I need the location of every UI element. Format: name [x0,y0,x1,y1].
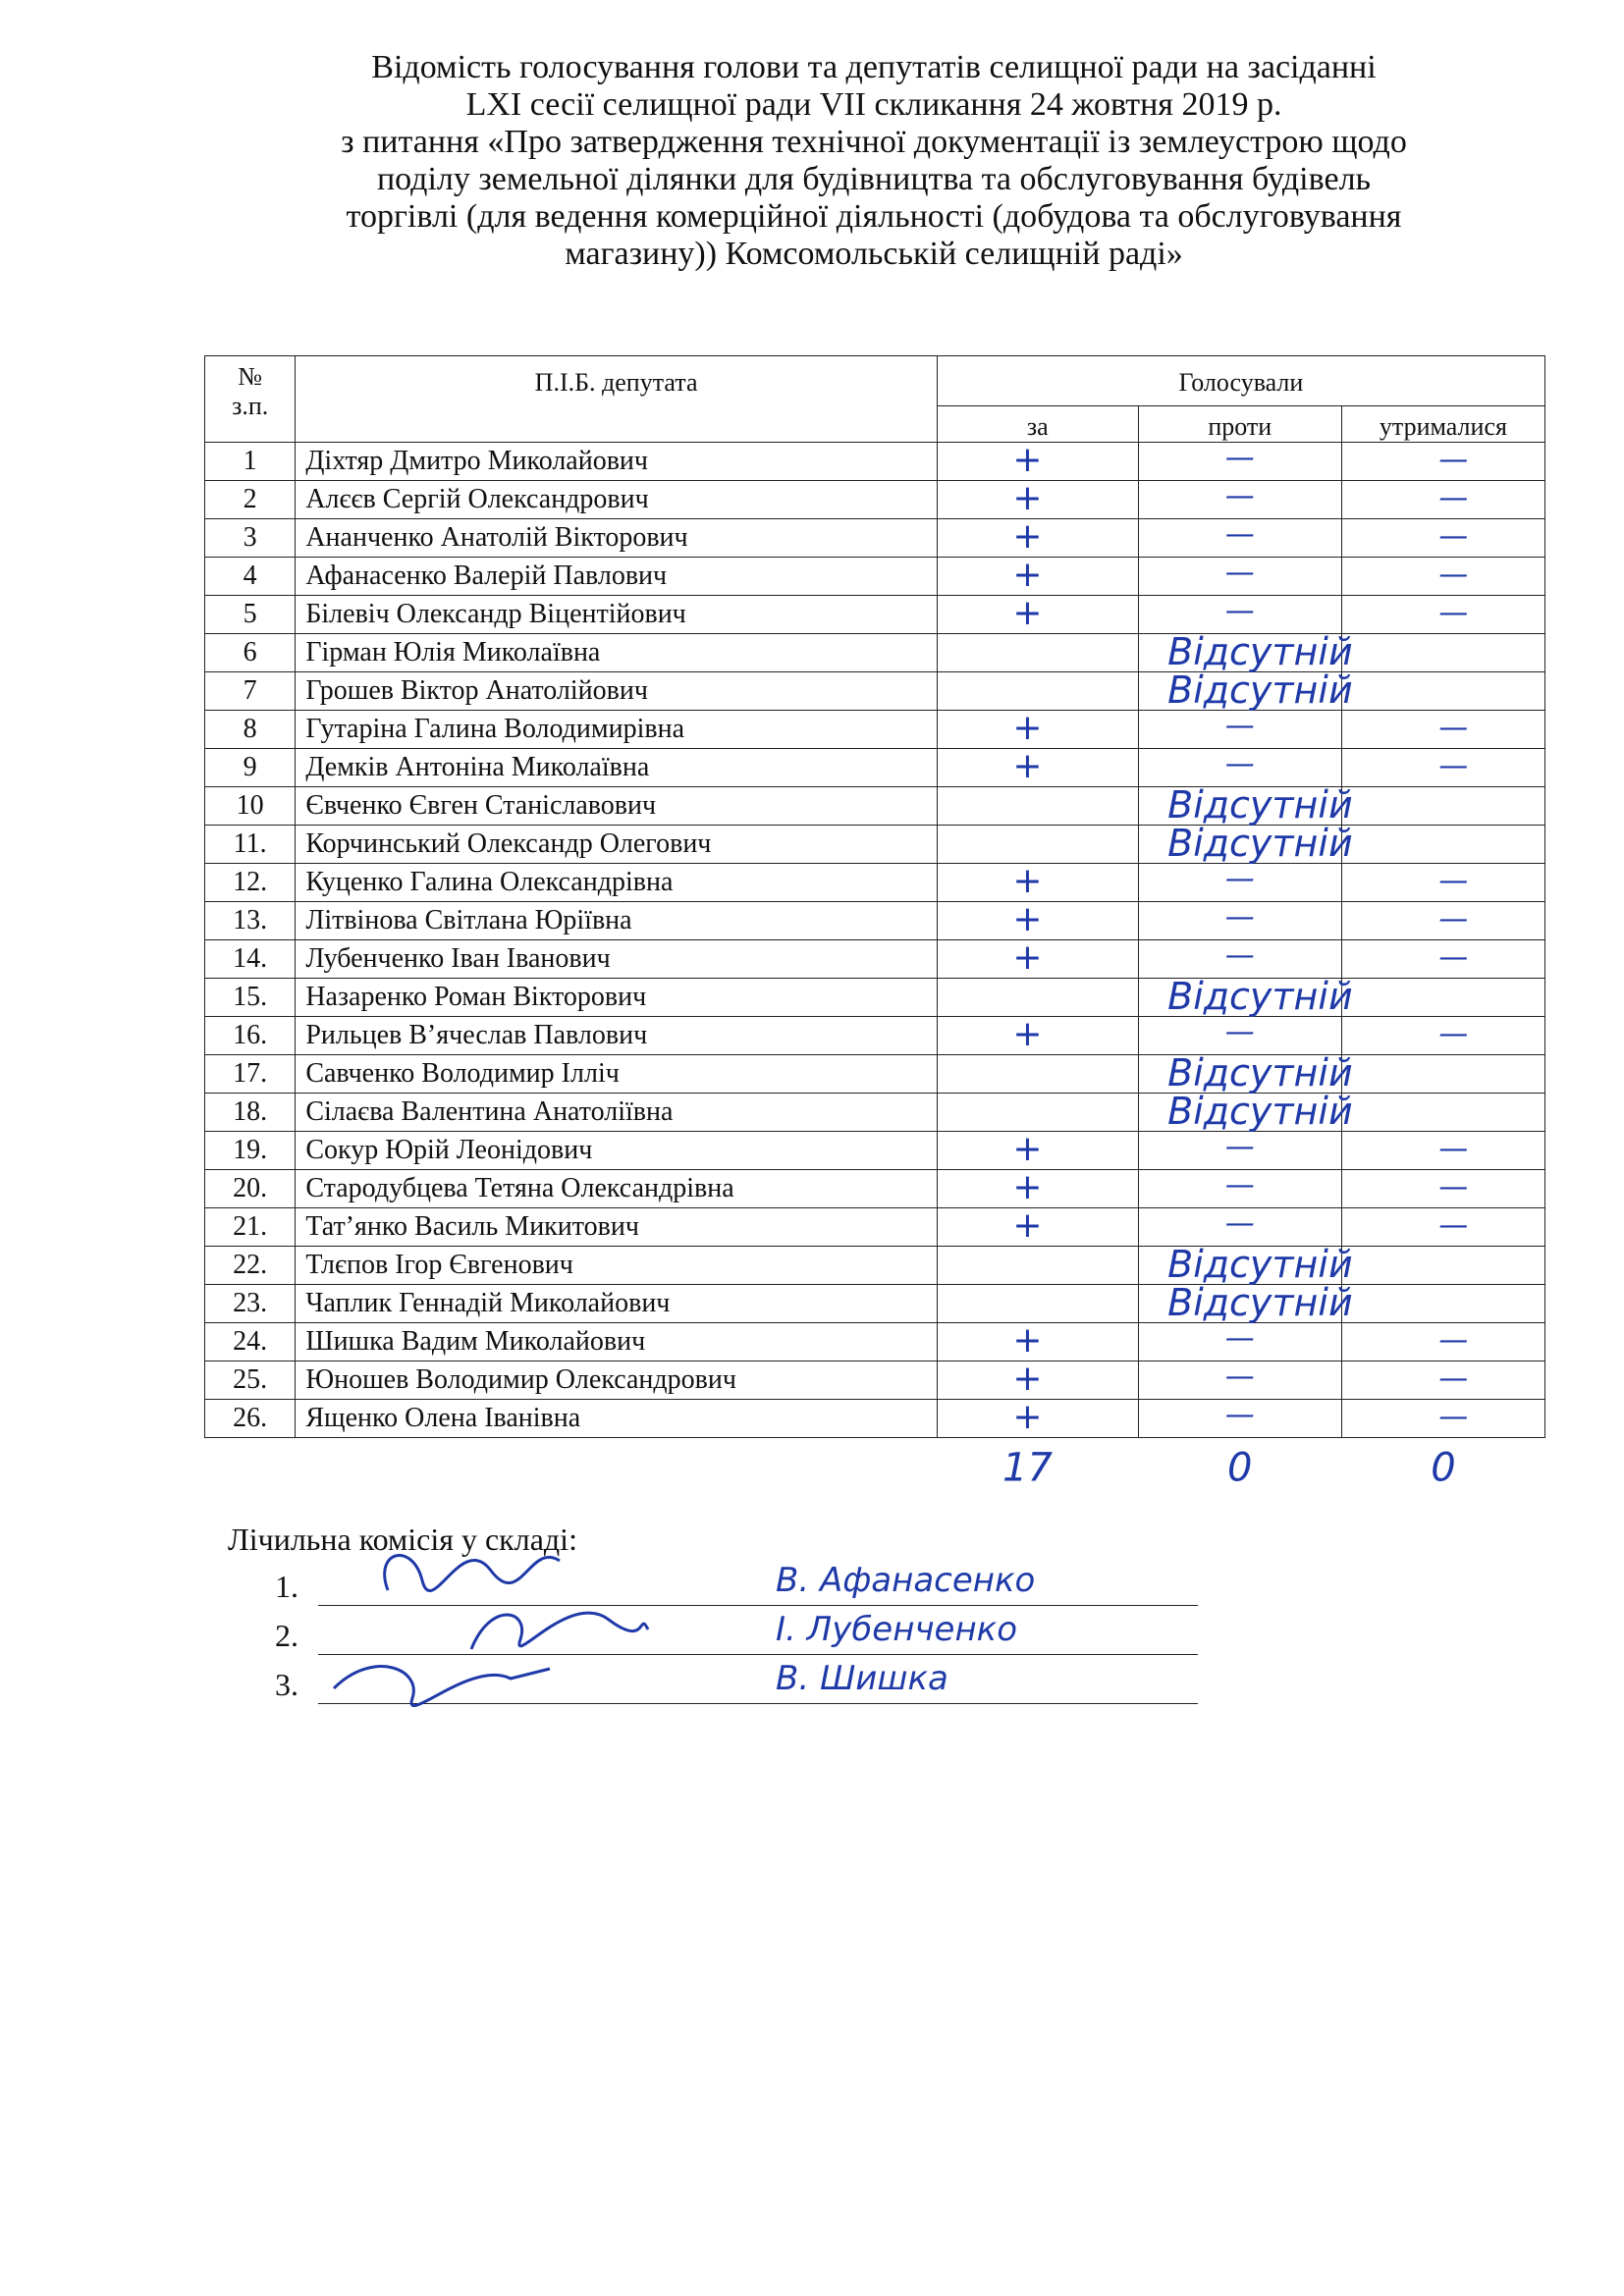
vote-za-cell [937,1055,1138,1094]
vote-utrymalysia-cell [1341,711,1544,749]
vote-za-cell [937,1170,1138,1208]
header-number-sign: № [238,362,263,391]
vote-za-cell [937,979,1138,1017]
deputy-name: Лубенченко Іван Іванович [296,940,938,979]
deputy-name: Тлєпов Ігор Євгенович [296,1247,938,1285]
vote-proty-cell [1138,519,1341,558]
total-utrymalysia: 0 [1431,1445,1456,1491]
vote-utrymalysia-cell [1341,1362,1544,1400]
row-number: 15. [205,979,296,1017]
row-number: 24. [205,1323,296,1362]
row-number: 7 [205,672,296,711]
deputy-name: Афанасенко Валерій Павлович [296,558,938,596]
absent-note: Відсутній [1167,1051,1353,1095]
deputy-name: Сокур Юрій Леонідович [296,1132,938,1170]
vote-proty-cell [1138,596,1341,634]
vote-za-cell [937,787,1138,826]
plus-mark: + [1012,861,1043,901]
table-row [205,1323,1545,1362]
dash-mark: — [1438,1170,1469,1204]
table-row [205,940,1545,979]
vote-za-cell [937,864,1138,902]
row-number: 14. [205,940,296,979]
commission-label: Лічильна комісія у складі: [228,1522,577,1557]
vote-utrymalysia-cell [1341,1170,1544,1208]
vote-utrymalysia-cell [1341,1400,1544,1438]
title-line: магазину)) Комсомольській селищній раді» [565,236,1183,272]
vote-utrymalysia-cell [1341,672,1544,711]
dash-mark: — [1438,1017,1469,1051]
vote-utrymalysia-cell [1341,787,1544,826]
title-line: торгівлі (для ведення комерційної діяльності (добудова та обслуговування [346,198,1402,235]
dash-mark: — [1224,517,1255,552]
vote-utrymalysia-cell [1341,1208,1544,1247]
absent-note: Відсутній [1167,1243,1353,1286]
vote-utrymalysia-cell [1341,481,1544,519]
commission-member-name: В. Шишка [776,1659,948,1698]
table-row [205,1208,1545,1247]
plus-mark: + [1012,1397,1043,1437]
plus-mark: + [1012,708,1043,748]
dash-mark: — [1438,902,1469,936]
vote-utrymalysia-cell [1341,902,1544,940]
vote-za-cell [937,596,1138,634]
table-row [205,979,1545,1017]
voting-table [204,355,1545,1438]
absent-note: Відсутній [1167,668,1353,712]
table-row [205,558,1545,596]
plus-mark: + [1012,555,1043,595]
vote-utrymalysia-cell [1341,749,1544,787]
deputy-name: Ананченко Анатолій Вікторович [296,519,938,558]
table-row [205,443,1545,481]
vote-za-cell [937,711,1138,749]
vote-proty-cell [1138,443,1341,481]
dash-mark: — [1438,481,1469,515]
row-number: 12. [205,864,296,902]
table-row [205,1132,1545,1170]
vote-za-cell [937,902,1138,940]
vote-za-cell [937,1094,1138,1132]
commission-member-name: В. Афанасенко [776,1561,1036,1600]
deputy-name: Євченко Євген Станіславович [296,787,938,826]
vote-za-cell [937,1208,1138,1247]
deputy-name: Гутаріна Галина Володимирівна [296,711,938,749]
title-line: поділу земельної ділянки для будівництва та обслуговування будівель [376,161,1372,197]
dash-mark: — [1224,1360,1255,1394]
vote-proty-cell [1138,902,1341,940]
header-utrymalysia: утрималися [1341,406,1544,443]
vote-utrymalysia-cell [1341,519,1544,558]
table-row [205,481,1545,519]
commission-number: 3. [275,1667,298,1702]
row-number: 10 [205,787,296,826]
vote-utrymalysia-cell [1341,443,1544,481]
row-number: 4 [205,558,296,596]
dash-mark: — [1224,747,1255,781]
vote-proty-cell [1138,1094,1341,1132]
dash-mark: — [1224,1398,1255,1432]
table-row [205,749,1545,787]
vote-za-cell [937,749,1138,787]
vote-utrymalysia-cell [1341,864,1544,902]
title-line: з питання «Про затвердження технічної документації із землеустрою щодо [341,124,1407,160]
deputy-name: Назаренко Роман Вікторович [296,979,938,1017]
table-row [205,634,1545,672]
commission-line-3 [275,1667,1198,1706]
deputy-name: Савченко Володимир Ілліч [296,1055,938,1094]
table-row [205,1170,1545,1208]
header-name: П.І.Б. депутата [296,356,938,443]
vote-proty-cell [1138,1323,1341,1362]
dash-mark: — [1224,709,1255,743]
plus-mark: + [1012,746,1043,786]
commission-number: 2. [275,1618,298,1653]
absent-note: Відсутній [1167,630,1353,673]
total-proty: 0 [1227,1445,1253,1491]
vote-utrymalysia-cell [1341,1247,1544,1285]
vote-za-cell [937,672,1138,711]
commission-line-1 [275,1569,1198,1608]
dash-mark: — [1438,558,1469,592]
deputy-name: Сілаєва Валентина Анатоліївна [296,1094,938,1132]
plus-mark: + [1012,1320,1043,1361]
dash-mark: — [1224,556,1255,590]
document-title [236,49,1512,273]
dash-mark: — [1438,519,1469,554]
commission-member-name: І. Лубенченко [776,1610,1018,1649]
vote-za-cell [937,1132,1138,1170]
vote-za-cell [937,634,1138,672]
row-number: 2 [205,481,296,519]
vote-proty-cell [1138,749,1341,787]
header-proty: проти [1138,406,1341,443]
dash-mark: — [1224,1321,1255,1356]
vote-proty-cell [1138,1247,1341,1285]
table-row [205,1362,1545,1400]
table-row [205,1055,1545,1094]
vote-utrymalysia-cell [1341,1285,1544,1323]
row-number: 21. [205,1208,296,1247]
row-number: 22. [205,1247,296,1285]
vote-utrymalysia-cell [1341,1132,1544,1170]
row-number: 20. [205,1170,296,1208]
vote-utrymalysia-cell [1341,1017,1544,1055]
vote-proty-cell [1138,864,1341,902]
dash-mark: — [1438,711,1469,745]
dash-mark: — [1438,749,1469,783]
row-number: 1 [205,443,296,481]
row-number: 13. [205,902,296,940]
table-row [205,864,1545,902]
row-number: 25. [205,1362,296,1400]
vote-utrymalysia-cell [1341,1055,1544,1094]
vote-proty-cell [1138,634,1341,672]
row-number: 6 [205,634,296,672]
deputy-name: Чаплик Геннадій Миколайович [296,1285,938,1323]
row-number: 9 [205,749,296,787]
commission-number: 1. [275,1569,298,1604]
deputy-name: Діхтяр Дмитро Миколайович [296,443,938,481]
vote-proty-cell [1138,787,1341,826]
vote-proty-cell [1138,1055,1341,1094]
table-row [205,519,1545,558]
vote-proty-cell [1138,1285,1341,1323]
row-number: 3 [205,519,296,558]
vote-za-cell [937,481,1138,519]
vote-proty-cell [1138,1170,1341,1208]
table-row [205,711,1545,749]
signature-line [318,1605,1198,1606]
dash-mark: — [1438,1400,1469,1434]
row-number: 26. [205,1400,296,1438]
row-number: 5 [205,596,296,634]
vote-proty-cell [1138,1132,1341,1170]
row-number: 16. [205,1017,296,1055]
dash-mark: — [1224,1015,1255,1049]
vote-za-cell [937,1400,1138,1438]
plus-mark: + [1012,1205,1043,1246]
header-number [205,356,296,443]
vote-za-cell [937,1017,1138,1055]
table-row [205,826,1545,864]
vote-proty-cell [1138,1362,1341,1400]
table-row [205,596,1545,634]
vote-utrymalysia-cell [1341,558,1544,596]
vote-utrymalysia-cell [1341,1323,1544,1362]
dash-mark: — [1224,441,1255,475]
vote-utrymalysia-cell [1341,1094,1544,1132]
vote-proty-cell [1138,940,1341,979]
dash-mark: — [1224,594,1255,628]
absent-note: Відсутній [1167,1090,1353,1133]
plus-mark: + [1012,1129,1043,1169]
dash-mark: — [1438,1323,1469,1358]
dash-mark: — [1438,596,1469,630]
plus-mark: + [1012,516,1043,557]
table-row [205,1400,1545,1438]
row-number: 17. [205,1055,296,1094]
dash-mark: — [1438,1208,1469,1243]
deputy-name: Білевіч Олександр Віцентійович [296,596,938,634]
dash-mark: — [1438,940,1469,975]
vote-utrymalysia-cell [1341,596,1544,634]
table-row [205,1247,1545,1285]
title-line: LXI сесії селищної ради VII скликання 24 жовтня 2019 р. [465,86,1282,123]
vote-proty-cell [1138,826,1341,864]
vote-proty-cell [1138,558,1341,596]
plus-mark: + [1012,899,1043,939]
row-number: 8 [205,711,296,749]
vote-utrymalysia-cell [1341,826,1544,864]
deputy-name: Рильцев В’ячеслав Павлович [296,1017,938,1055]
dash-mark: — [1224,862,1255,896]
plus-mark: + [1012,1167,1043,1207]
signature-line [318,1703,1198,1704]
deputy-name: Юношев Володимир Олександрович [296,1362,938,1400]
plus-mark: + [1012,1359,1043,1399]
table-row [205,1017,1545,1055]
vote-za-cell [937,940,1138,979]
row-number: 18. [205,1094,296,1132]
absent-note: Відсутній [1167,783,1353,827]
vote-za-cell [937,443,1138,481]
vote-za-cell [937,1247,1138,1285]
header-number-abbr: з.п. [232,392,269,420]
vote-za-cell [937,1362,1138,1400]
commission-line-2 [275,1618,1198,1657]
vote-proty-cell [1138,979,1341,1017]
vote-utrymalysia-cell [1341,634,1544,672]
deputy-name: Грошев Віктор Анатолійович [296,672,938,711]
vote-za-cell [937,1323,1138,1362]
dash-mark: — [1224,1130,1255,1164]
plus-mark: + [1012,593,1043,633]
row-number: 19. [205,1132,296,1170]
signature-line [318,1654,1198,1655]
deputy-name: Тат’янко Василь Микитович [296,1208,938,1247]
row-number: 11. [205,826,296,864]
vote-za-cell [937,1285,1138,1323]
header-za: за [937,406,1138,443]
dash-mark: — [1224,938,1255,973]
table-row [205,902,1545,940]
deputy-name: Куценко Галина Олександрівна [296,864,938,902]
dash-mark: — [1224,1206,1255,1241]
absent-note: Відсутній [1167,822,1353,865]
vote-utrymalysia-cell [1341,940,1544,979]
vote-proty-cell [1138,672,1341,711]
vote-proty-cell [1138,711,1341,749]
vote-utrymalysia-cell [1341,979,1544,1017]
deputy-name: Корчинський Олександр Олегович [296,826,938,864]
deputy-name: Демків Антоніна Миколаївна [296,749,938,787]
row-number: 23. [205,1285,296,1323]
table-row [205,1285,1545,1323]
plus-mark: + [1012,937,1043,978]
vote-proty-cell [1138,1017,1341,1055]
deputy-name: Алєєв Сергій Олександрович [296,481,938,519]
total-za: 17 [1002,1445,1053,1491]
vote-proty-cell [1138,1208,1341,1247]
dash-mark: — [1438,443,1469,477]
table-row [205,1094,1545,1132]
plus-mark: + [1012,478,1043,518]
deputy-name: Ященко Олена Іванівна [296,1400,938,1438]
header-votes: Голосували [937,356,1544,406]
table-row [205,672,1545,711]
plus-mark: + [1012,440,1043,480]
vote-proty-cell [1138,1400,1341,1438]
absent-note: Відсутній [1167,1281,1353,1324]
absent-note: Відсутній [1167,975,1353,1018]
dash-mark: — [1438,1132,1469,1166]
vote-za-cell [937,826,1138,864]
deputy-name: Шишка Вадим Миколайович [296,1323,938,1362]
dash-mark: — [1224,479,1255,513]
dash-mark: — [1438,1362,1469,1396]
deputy-name: Гірман Юлія Миколаївна [296,634,938,672]
deputy-name: Стародубцева Тетяна Олександрівна [296,1170,938,1208]
dash-mark: — [1438,864,1469,898]
vote-proty-cell [1138,481,1341,519]
deputy-name: Літвінова Світлана Юріївна [296,902,938,940]
plus-mark: + [1012,1014,1043,1054]
dash-mark: — [1224,900,1255,934]
dash-mark: — [1224,1168,1255,1202]
title-line: Відомість голосування голови та депутатів селищної ради на засіданні [371,49,1377,85]
vote-za-cell [937,558,1138,596]
vote-za-cell [937,519,1138,558]
table-row [205,787,1545,826]
